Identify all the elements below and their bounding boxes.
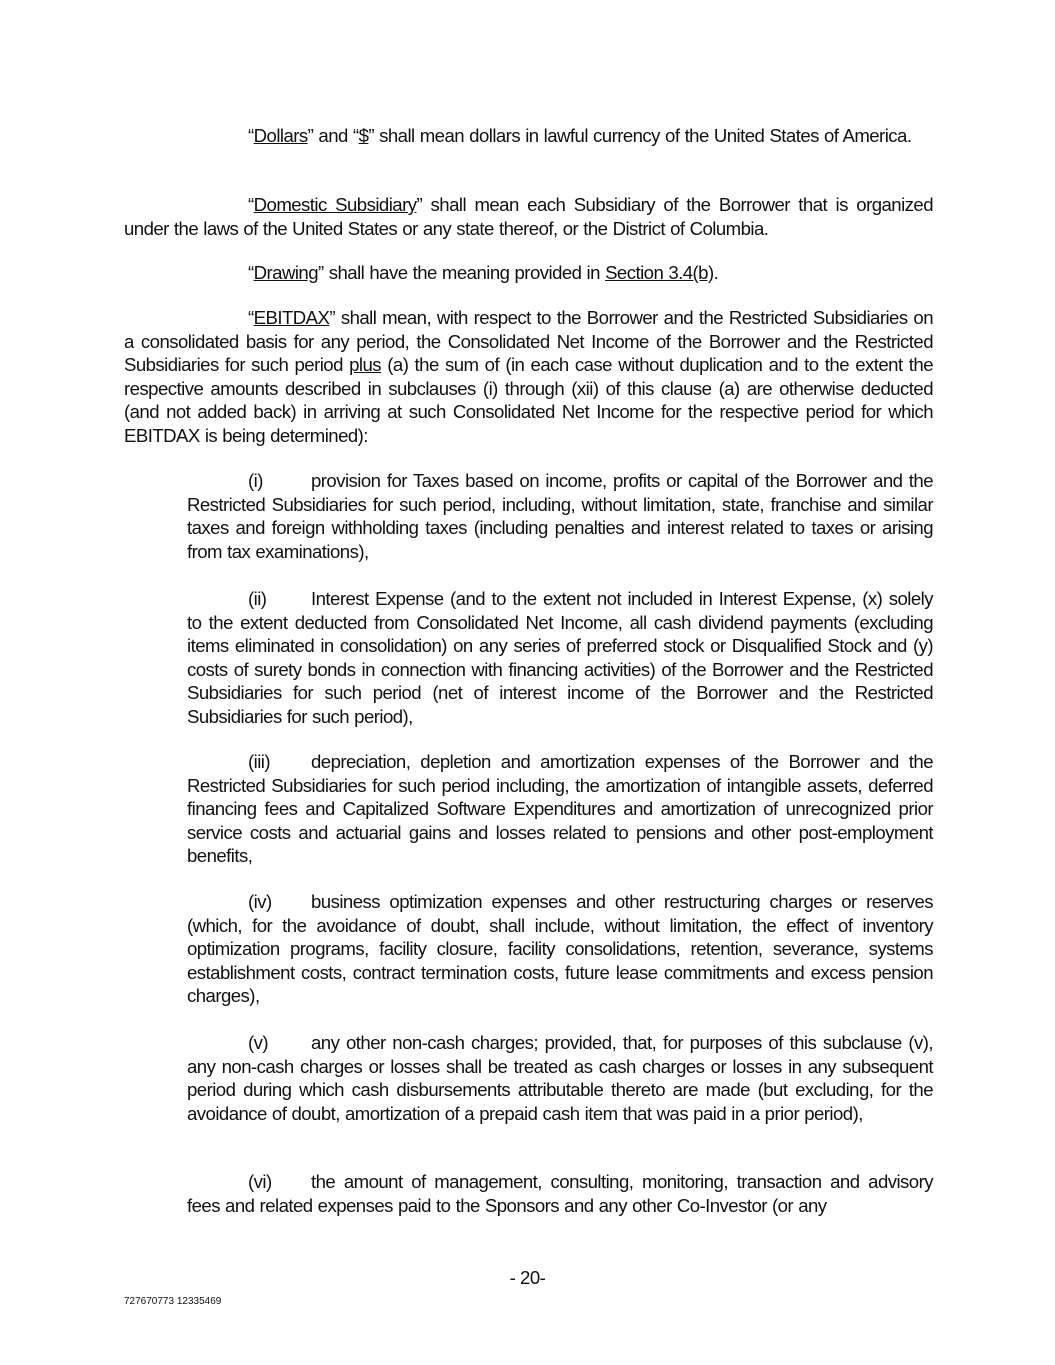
open-quote: “ bbox=[248, 262, 254, 283]
definition-text: ” shall have the meaning provided in bbox=[318, 262, 606, 283]
defined-term: Domestic Subsidiary bbox=[253, 194, 417, 215]
definition-text: ” shall mean each Subsidiary of the Borrower that is organized under the laws of the United States or any state thereof, or the District of Columbia. bbox=[124, 194, 933, 239]
defined-term: Drawing bbox=[253, 262, 319, 283]
definition-text: ” and “ bbox=[307, 125, 359, 146]
definition-drawing bbox=[124, 261, 933, 285]
subclause-text: the amount of management, consulting, monitoring, transaction and advisory fees and related expenses paid to the Sponsors and any other Co-Investor (or any bbox=[187, 1171, 933, 1216]
definition-text: ” shall mean, with respect to the Borrower and the Restricted Subsidiaries on a consolidated basis for any period, the Consolidated Net Income of the Borrower and the Restricted Subsidiaries for such period bbox=[124, 307, 933, 375]
subclause-number: (ii) bbox=[248, 588, 267, 609]
page-number: - 20- bbox=[509, 1267, 546, 1288]
subclause-iv bbox=[187, 890, 933, 1008]
subclause-i bbox=[187, 469, 933, 563]
definition-ebitdax bbox=[124, 306, 933, 447]
subclause-text: any other non-cash charges; provided, that, for purposes of this subclause (v), any non-cash charges or losses shall be treated as cash charges or losses in any subsequent period during which cash disbursements attributable thereto are made (but excluding, for the avoidance of doubt, amortization of a prepaid cash item that was paid in a prior period), bbox=[187, 1032, 933, 1124]
definition-dollars bbox=[124, 124, 933, 148]
subclause-number: (v) bbox=[248, 1032, 269, 1053]
definition-text: (a) the sum of (in each case without duplication and to the extent the respective amounts described in subclauses (i) through (xii) of this clause (a) are otherwise deducted (and not added back) in arriving at such Consolidated Net Income for the respective period for which EBITDAX is being determined): bbox=[124, 354, 933, 446]
section-reference: Section 3.4(b) bbox=[605, 262, 714, 283]
subclause-text: business optimization expenses and other restructuring charges or reserves (which, for the avoidance of doubt, shall include, without limitation, the effect of inventory optimization programs, facility closure, facility consolidations, retention, severance, systems establishment costs, contract termination costs, future lease commitments and excess pension charges), bbox=[187, 891, 933, 1006]
definition-text: ” shall mean dollars in lawful currency of the United States of America. bbox=[368, 125, 912, 146]
open-quote: “ bbox=[248, 307, 254, 328]
subclause-iii bbox=[187, 750, 933, 868]
open-quote: “ bbox=[248, 194, 254, 215]
subclause-number: (i) bbox=[248, 470, 263, 491]
subclause-number: (vi) bbox=[248, 1171, 272, 1192]
subclause-vi bbox=[187, 1170, 933, 1217]
open-quote: “ bbox=[248, 125, 254, 146]
subclause-text: depreciation, depletion and amortization expenses of the Borrower and the Restricted Subsidiaries for such period including, the amortization of intangible assets, deferred financing fees and Capitalized Software Expenditures and amortization of unrecognized prior service costs and actuarial gains and losses related to pensions and other post-employment benefits, bbox=[187, 751, 933, 866]
subclause-ii bbox=[187, 587, 933, 728]
defined-term: EBITDAX bbox=[253, 307, 330, 328]
subclause-number: (iv) bbox=[248, 891, 272, 912]
definition-domestic-subsidiary bbox=[124, 193, 933, 240]
subclause-text: Interest Expense (and to the extent not included in Interest Expense, (x) solely to the extent deducted from Consolidated Net Income, all cash dividend payments (excluding items eliminated in consolidation) on any series of preferred stock or Disqualified Stock and (y) costs of surety bonds in connection with financing activities) of the Borrower and the Restricted Subsidiaries for such period (net of interest income of the Borrower and the Restricted Subsidiaries for such period), bbox=[187, 588, 933, 727]
document-id: 727670773 12335469 bbox=[124, 1296, 222, 1307]
subclause-text: provision for Taxes based on income, profits or capital of the Borrower and the Restricted Subsidiaries for such period, including, without limitation, state, franchise and similar taxes and foreign withholding taxes (including penalties and interest related to taxes or arising from tax examinations), bbox=[187, 470, 933, 562]
defined-term: $ bbox=[358, 125, 369, 146]
subclause-number: (iii) bbox=[248, 751, 271, 772]
plus-term: plus bbox=[349, 354, 382, 375]
definition-text: . bbox=[713, 262, 719, 283]
subclause-v bbox=[187, 1031, 933, 1125]
defined-term: Dollars bbox=[253, 125, 308, 146]
